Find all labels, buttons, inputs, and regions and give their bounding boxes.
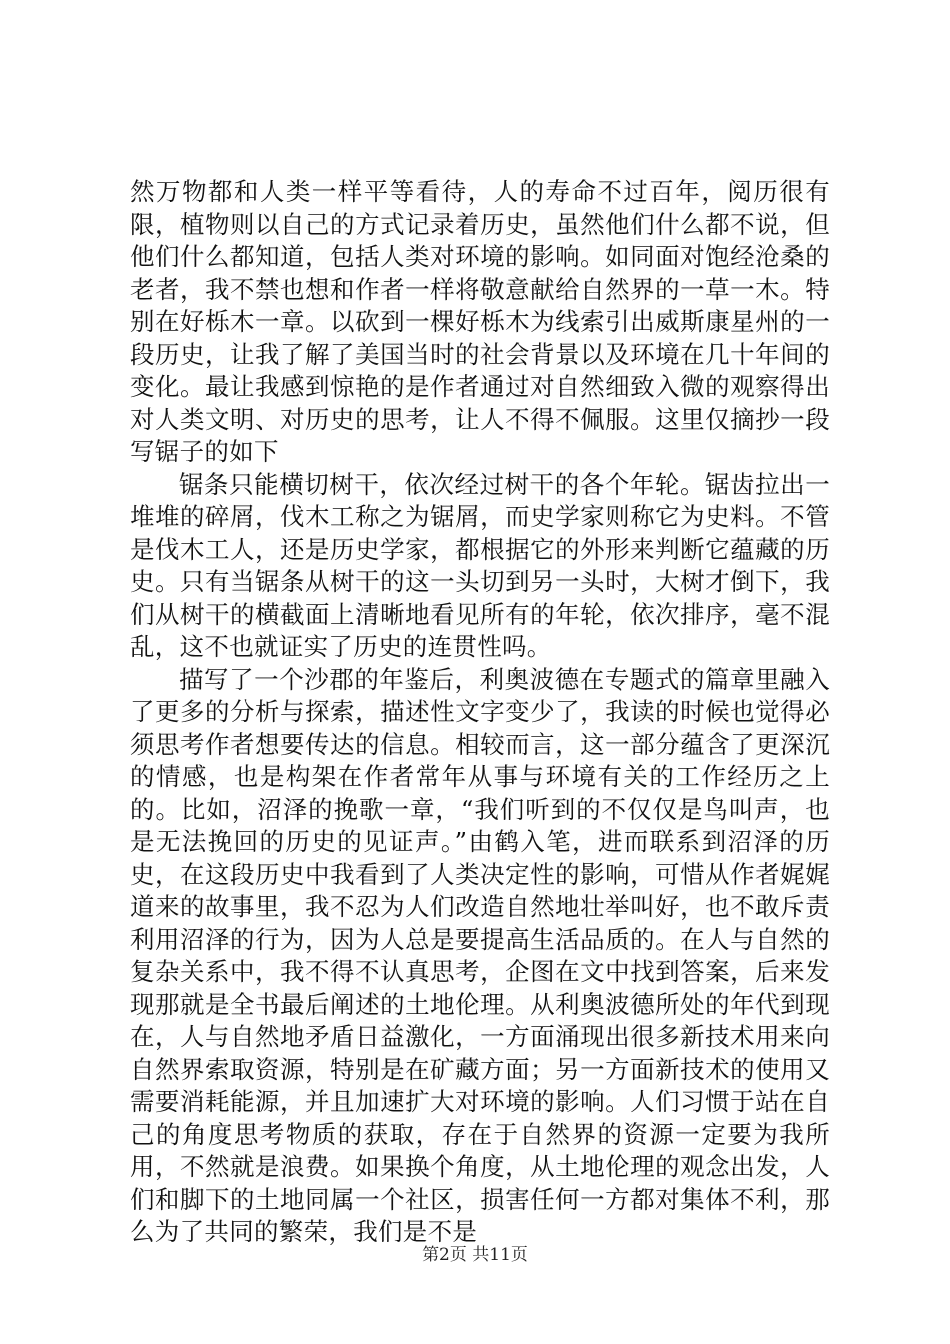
document-body xyxy=(130,176,830,1249)
paragraph-1: 然万物都和人类一样平等看待，人的寿命不过百年，阅历很有限，植物则以自己的方式记录着历史，虽然他们什么都不说，但他们什么都知道，包括人类对环境的影响。如同面对饱经沧桑的老者，我不禁也想和作者一样将敬意献给自然界的一草一木。特别在好栎木一章。以砍到一棵好栎木为线索引出威斯康星州的一段历史，让我了解了美国当时的社会背景以及环境在几十年间的变化。最让我感到惊艳的是作者通过对自然细致入微的观察得出对人类文明、对历史的思考，让人不得不佩服。这里仅摘抄一段写锯子的如下 xyxy=(130,177,830,466)
paragraph-3: 描写了一个沙郡的年鉴后，利奥波德在专题式的篇章里融入了更多的分析与探索，描述性文字变少了，我读的时候也觉得必须思考作者想要传达的信息。相较而言，这一部分蕴含了更深沉的情感，也是构架在作者常年从事与环境有关的工作经历之上的。比如，沼泽的挽歌一章，“我们听到的不仅仅是鸟叫声，也是无法挽回的历史的见证声。”由鹤入笔，进而联系到沼泽的历史，在这段历史中我看到了人类决定性的影响，可惜从作者娓娓道来的故事里，我不忍为人们改造自然地壮举叫好，也不敢斥责利用沼泽的行为，因为人总是要提高生活品质的。在人与自然的复杂关系中，我不得不认真思考，企图在文中找到答案，后来发现那就是全书最后阐述的土地伦理。从利奥波德所处的年代到现在，人与自然地矛盾日益激化，一方面涌现出很多新技术用来向自然界索取资源，特别是在矿藏方面；另一方面新技术的使用又需要消耗能源，并且加速扩大对环境的影响。人们习惯于站在自己的角度思考物质的获取，存在于自然界的资源一定要为我所用，不然就是浪费。如果换个角度，从土地伦理的观念出发，人们和脚下的土地同属一个社区，损害任何一方都对集体不利，那么为了共同的繁荣，我们是不是 xyxy=(130,664,831,1246)
page-number: 第2页 共11页 xyxy=(422,1245,528,1265)
paragraph-2: 锯条只能横切树干，依次经过树干的各个年轮。锯齿拉出一堆堆的碎屑，伐木工称之为锯屑，而史学家则称它为史料。不管是伐木工人，还是历史学家，都根据它的外形来判断它蕴藏的历史。只有当锯条从树干的这一头切到另一头时，大树才倒下，我们从树干的横截面上清晰地看见所有的年轮，依次排序，毫不混乱，这不也就证实了历史的连贯性吗。 xyxy=(130,469,830,661)
page-footer xyxy=(0,1240,950,1265)
